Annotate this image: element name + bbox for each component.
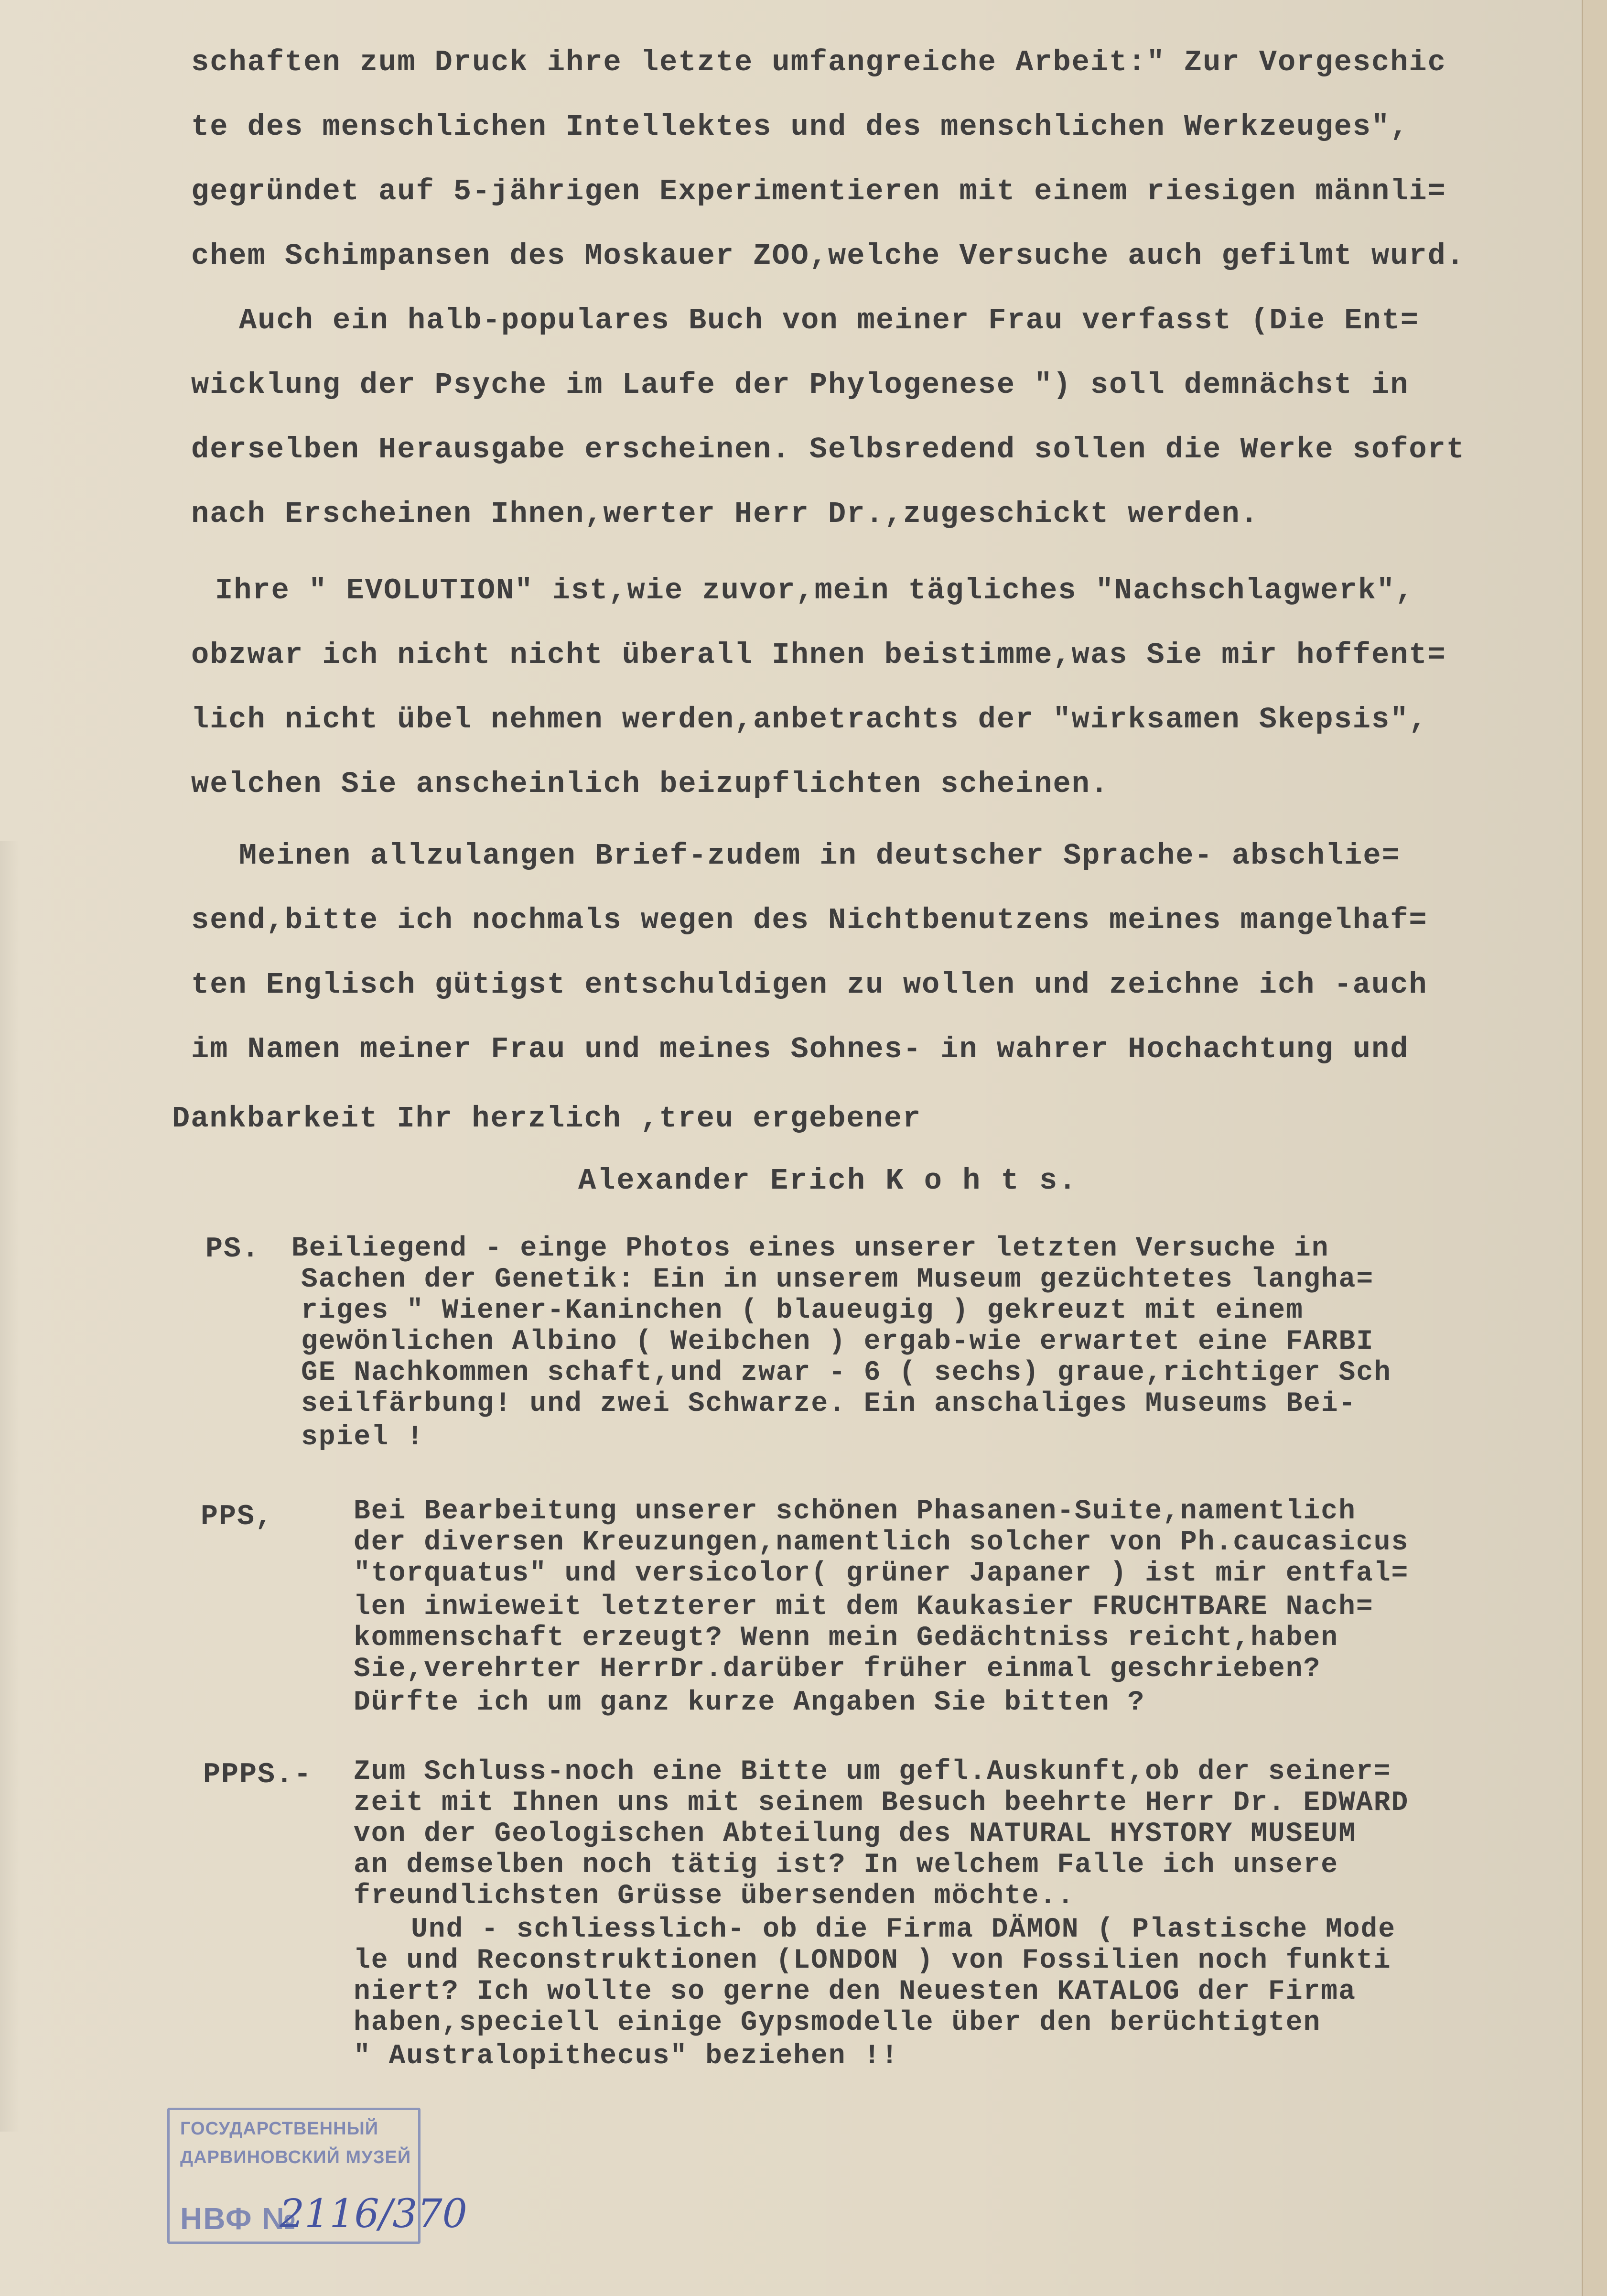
signature: Alexander Erich K o h t s. <box>578 1164 1078 1198</box>
postscript-line: seilfärbung! und zwei Schwarze. Ein anschaliges Museums Bei- <box>301 1388 1357 1419</box>
postscript-label: PPPS.- <box>203 1759 313 1791</box>
body-line: Ihre " EVOLUTION" ist,wie zuvor,mein tägliches "Nachschlagwerk", <box>215 574 1414 607</box>
page-shadow <box>0 841 19 2132</box>
body-line: chem Schimpansen des Moskauer ZOO,welche Versuche auch gefilmt wurd. <box>191 239 1466 273</box>
stamp-inventory-number: 2116/370 <box>280 2191 467 2237</box>
body-line: Auch ein halb-populares Buch von meiner Frau verfasst (Die Ent= <box>239 303 1419 337</box>
postscript-line: freundlichsten Grüsse übersenden möchte.. <box>354 1881 1075 1912</box>
postscript-label: PS. <box>205 1233 260 1266</box>
postscript-line: Beiliegend - einge Photos eines unserer letzten Versuche in <box>291 1233 1329 1264</box>
body-line: derselben Herausgabe erscheinen. Selbsredend sollen die Werke sofort <box>191 433 1466 466</box>
postscript-line: der diversen Kreuzungen,namentlich solcher von Ph.caucasicus <box>354 1527 1409 1558</box>
postscript-label: PPS, <box>201 1501 274 1533</box>
body-line: te des menschlichen Intellektes und des menschlichen Werkzeuges", <box>191 110 1409 144</box>
postscript-line: spiel ! <box>301 1422 424 1453</box>
body-line: schaften zum Druck ihre letzte umfangreiche Arbeit:" Zur Vorgeschic <box>191 45 1446 79</box>
postscript-line: len inwieweit letzterer mit dem Kaukasier FRUCHTBARE Nach= <box>354 1592 1374 1623</box>
postscript-line: Zum Schluss-noch eine Bitte um gefl.Auskunft,ob der seiner= <box>354 1756 1391 1787</box>
postscript-line: an demselben noch tätig ist? In welchem Falle ich unsere <box>354 1850 1339 1881</box>
body-line: obzwar ich nicht nicht überall Ihnen beistimme,was Sie mir hoffent= <box>191 638 1446 672</box>
page-edge <box>1582 0 1607 2296</box>
postscript-line: haben,speciell einige Gypsmodelle über den berüchtigten <box>354 2007 1321 2038</box>
stamp-line-2: ДАРВИНОВСКИЙ МУЗЕЙ <box>180 2147 411 2167</box>
body-line: Dankbarkeit Ihr herzlich ,treu ergebener <box>172 1102 922 1136</box>
body-line: welchen Sie anscheinlich beizupflichten scheinen. <box>191 767 1110 801</box>
body-line: wicklung der Psyche im Laufe der Phylogenese ") soll demnächst in <box>191 368 1409 402</box>
body-line: nach Erscheinen Ihnen,werter Herr Dr.,zugeschickt werden. <box>191 497 1259 531</box>
postscript-line: GE Nachkommen schaft,und zwar - 6 ( sechs) graue,richtiger Sch <box>301 1357 1391 1388</box>
postscript-line: le und Reconstruktionen (LONDON ) von Fossilien noch funkti <box>354 1945 1391 1976</box>
postscript-line: Dürfte ich um ganz kurze Angaben Sie bitten ? <box>354 1687 1145 1718</box>
postscript-line: Und - schliesslich- ob die Firma DÄMON ( Plastische Mode <box>411 1914 1396 1945</box>
body-line: gegründet auf 5-jährigen Experimentieren mit einem riesigen männli= <box>191 174 1446 208</box>
postscript-line: kommenschaft erzeugt? Wenn mein Gedächtniss reicht,haben <box>354 1623 1339 1654</box>
body-line: ten Englisch gütigst entschuldigen zu wollen und zeichne ich -auch <box>191 968 1428 1002</box>
stamp-code: НВФ № <box>180 2201 297 2236</box>
stamp-line-1: ГОСУДАРСТВЕННЫЙ <box>180 2119 379 2139</box>
body-line: Meinen allzulangen Brief-zudem in deutscher Sprache- abschlie= <box>239 839 1401 873</box>
postscript-line: niert? Ich wollte so gerne den Neuesten KATALOG der Firma <box>354 1976 1356 2007</box>
postscript-line: riges " Wiener-Kaninchen ( blaueugig ) gekreuzt mit einem <box>301 1295 1304 1326</box>
body-line: send,bitte ich nochmals wegen des Nichtbenutzens meines mangelhaf= <box>191 903 1428 937</box>
postscript-line: gewönlichen Albino ( Weibchen ) ergab-wie erwartet eine FARBI <box>301 1326 1374 1357</box>
postscript-line: " Australopithecus" beziehen !! <box>354 2041 899 2072</box>
postscript-line: "torquatus" und versicolor( grüner Japaner ) ist mir entfal= <box>354 1558 1409 1589</box>
postscript-line: Sachen der Genetik: Ein in unserem Museum gezüchtetes langha= <box>301 1264 1374 1295</box>
postscript-line: von der Geologischen Abteilung des NATURAL HYSTORY MUSEUM <box>354 1819 1356 1850</box>
postscript-line: Sie,verehrter HerrDr.darüber früher einmal geschrieben? <box>354 1654 1321 1685</box>
postscript-line: Bei Bearbeitung unserer schönen Phasanen-Suite,namentlich <box>354 1496 1356 1527</box>
museum-stamp <box>167 2108 467 2244</box>
postscript-line: zeit mit Ihnen uns mit seinem Besuch beehrte Herr Dr. EDWARD <box>354 1787 1409 1819</box>
body-line: im Namen meiner Frau und meines Sohnes- in wahrer Hochachtung und <box>191 1032 1409 1066</box>
body-line: lich nicht übel nehmen werden,anbetrachts der "wirksamen Skepsis", <box>191 703 1428 736</box>
